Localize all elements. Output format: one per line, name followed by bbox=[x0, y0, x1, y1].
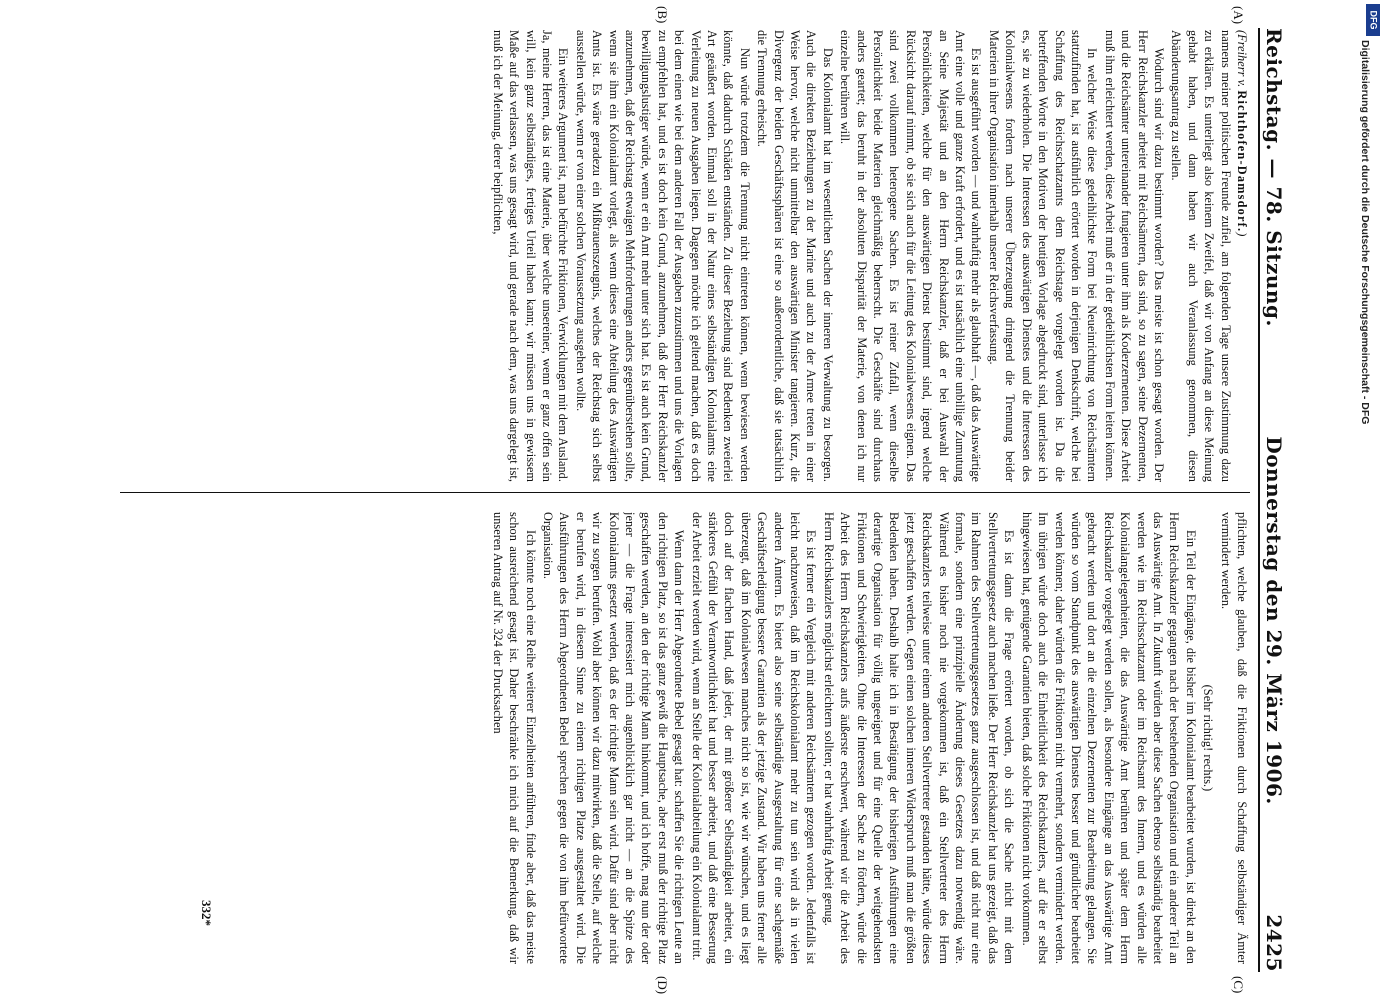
paragraph: Es ist dann die Frage erörtert worden, ob sich die Sache nicht mit dem Stellvertretungsgesetz auch machen ließe. Der Herr Reichskanzler hat uns gezeigt, daß das im Rahmen des Stellvertretungsgesetzes ganz ausgeschlossen ist, und daß nicht nur eine formale, sondern eine prinzipielle Änderung dieses Gesetzes dazu notwendig wäre. Während es bisher noch nie vorgekommen ist, daß ein Stellvertreter des Herrn Reichskanzlers teilweise unter einem anderen Stellvertreter gestanden hätte, würde dieses jetzt geschaffen werden. Gegen einen solchen inneren Widerspruch muß man die größten Bedenken haben. Deshalb halte ich in Bestätigung der bisherigen Ausführungen eine derartige Organisation für völlig ungeeignet und für eine Quelle der weitgehendsten Friktionen und Schwierigkeiten. Ohne die Interessen der Sache zu fördern, würde die Arbeit des Herrn Reichskanzlers aufs äußerste erschwert, während wir die Arbeit des Herrn Reichskanzlers möglichst erleichtern sollten; er hat wahrhaftig Arbeit genug. bbox=[821, 512, 1017, 964]
speaker-suffix: ) bbox=[1235, 232, 1249, 237]
paragraph: Ein weiteres Argument ist, man befürchte Friktionen, Verwicklungen mit dem Ausland. Ja, meine Herren, das ist eine Materie, über welche unsereiner, wenn er ganz offen sein will, kein ganz selbständiges, fertiges Urteil haben kann; wir müssen uns in gewissem Maße auf das verlassen, was uns gesagt wird, und gerade nach dem, was uns dargelegt ist, muß ich der Meinung, derer beipflichten, bbox=[490, 30, 571, 482]
right-column bbox=[120, 512, 1250, 964]
paragraph: Nun würde trotzdem die Trennung nicht eintreten können, wenn bewiesen werden könnte, daß dadurch Schäden entständen. Zu dieser Beziehung sind Bedenken zweierlei Art geäußert worden. Einmal soll in der Natur eines selbständigen Kolonialamts eine Verleitung zu neuen Ausgaben liegen. Dagegen möchte ich geltend machen, daß es doch bei dem einen wie bei dem anderen Fall der Ausgaben zuzustimmen und uns die Vorlagen zu empfehlen hat, und es ist doch kein Grund, anzunehmen, daß der Herr Reichskanzler bewilligungslustiger würde, wenn er ein Amt mehr unter sich hat. Es ist auch kein Grund, anzunehmen, daß der Reichstag etwaigen Mehrforderungen anders gegenüberstehen sollte, wenn sie ihm ein Kolonialamt vorlegt, als wenn dieses eine Abteilung des Auswärtigen Amts ist. Es wäre geradezu ein Mißtrauenszeugnis, welches der Reichstag sich selbst ausstellen würde, wenn er von einer solchen Voraussetzung ausgehen wollte. bbox=[573, 30, 752, 482]
column-divider bbox=[120, 492, 1250, 493]
rotated-page-content bbox=[30, 0, 1330, 1000]
header-date: Donnerstag den 29. März 1906. bbox=[1262, 436, 1286, 805]
page-header bbox=[1262, 28, 1302, 972]
paragraph: namens meiner politischen Freunde zufiel, am folgenden Tage unsere Zustimmung dazu zu erklären. Es unterliegt also keinem Zweifel, daß wir von Anfang an diese Meinung gehabt haben, und dann haben wir auch Veranlassung genommen, diesen Abänderungsantrag zu stellen. bbox=[1169, 30, 1233, 482]
left-column bbox=[120, 30, 1250, 482]
margin-marker-b: (B) bbox=[655, 6, 670, 24]
margin-marker-c: (C) bbox=[1231, 976, 1246, 994]
paragraph: Ich könnte noch eine Reihe weiterer Einzelheiten anführen, finde aber, daß das meiste schon ausreichend gesagt ist. Daher beschränke ich mich auf die Bemerkung, daß wir unseren Antrag auf Nr. 324 der Drucksachen bbox=[490, 512, 538, 964]
margin-marker-d: (D) bbox=[655, 976, 670, 995]
paragraph: In welcher Weise diese gedeihlichste Form bei Neueinrichtung von Reichsämtern stattzufinden hat, ist ausführlich erörtert worden in derjenigen Denkschrift, welche bei Schaffung des Reichsschatzamts dem Reichstage vorgelegt worden ist. Da die betreffenden Worte in den Motiven der heutigen Vorlage abgedruckt sind, unterlasse ich es, sie zu wiederholen. Die Interessen des auswärtigen Dienstes und die Interessen des Kolonialwesens fordern nach unserer Überzeugung dringend die Trennung beider Materien in ihrer Organisation innerhalb unserer Reichsverfassung. bbox=[986, 30, 1100, 482]
paragraph: Ein Teil der Eingänge, die bisher im Kolonialamt bearbeitet wurden, ist direkt an den Herrn Reichskanzler gegangen nach der bestehenden Organisation und ein anderer Teil an das Auswärtige Amt. In Zukunft würden aber diese Sachen ebenso selbständig bearbeitet werden wie im Reichsschatzamt oder im Reichsamt des Innern, und es würden alle Kolonialangelegenheiten, die das Auswärtige Amt berühren und später dem Herrn Reichskanzler vorgelegt werden sollen, als besondere Eingänge an das Auswärtige Amt gebracht werden und dort an die einzelnen Dezernenten zur Bearbeitung gelangen. Sie würden so vom Standpunkt des auswärtigen Dienstes besser und gründlicher bearbeitet werden können; daher würden die Friktionen nicht vermehrt, sondern vermindert werden. Im übrigen würde doch auch die Einheitlichkeit des Reichskanzlers, auf die er selbst hingewiesen hat, genügende Garantien bieten, daß solche Friktionen nicht vorkommen. bbox=[1019, 512, 1198, 964]
paragraph: Wodurch sind wir dazu bestimmt worden? Das meiste ist schon gesagt worden. Der Herr Reichskanzler arbeitet mit Reichsämtern, das sind, so zu sagen, seine Dezernenten, und die Reichsämter untereinander fungieren unter ihm als Koderzernenten. Diese Arbeit muß ihm erleichtert werden, diese Arbeit muß er in der gedeihlichsten Form leiten können. bbox=[1102, 30, 1166, 482]
signature-mark: 332* bbox=[199, 900, 214, 926]
dfg-logo-icon bbox=[1366, 4, 1380, 36]
paragraph: pflichten, welche glauben, daß die Friktionen durch Schaffung selbständiger Ämter vermindert werden. bbox=[1218, 512, 1249, 964]
paragraph: Das Kolonialamt hat im wesentlichen Sachen der inneren Verwaltung zu besorgen. Auch die direkten Beziehungen zu der Marine und auch zu der Armee treten in einer Weise hervor, welche nicht unmittelbar den auswärtigen Minister tangieren. Kurz, die Divergenz der beiden Geschäftssphären ist eine so außerordentliche, daß sie tatsächlich die Trennung erheischt. bbox=[755, 30, 835, 482]
speaker-prefix: (Freiherr v. bbox=[1235, 30, 1249, 88]
paragraph: Es ist ausgeführt worden — und wahrhaftig mehr als glaubhaft —, daß das Auswärtige Amt eine volle und ganze Kraft erfordert, und es ist tatsächlich eine unbillige Zumutung an Seine Majestät und an den Herrn Reichskanzler, daß er bei Auswahl der Persönlichkeiten, welche für den auswärtigen Dienst bestimmt sind, irgend welche Rücksicht darauf nimmt, ob sie sich auch für die Leitung des Kolonialwesens eignen. Das sind zwei vollkommen heterogene Sachen. Es ist reiner Zufall, wenn dieselbe Persönlichkeit beide Materien gleichmäßig beherrscht. Die Geschäfte sind durchaus anders geartet; das beruht in der absoluten Disparität der Materie, von denen ich nur einzelne berühren will. bbox=[838, 30, 984, 482]
digitisation-notice-text: Digitalisierung gefördert durch die Deutsche Forschungsgemeinschaft - DFG bbox=[1359, 40, 1371, 425]
interjection: (Sehr richtig! rechts.) bbox=[1201, 684, 1216, 792]
paragraph: Es ist ferner ein Vergleich mit anderen Reichsämtern gezogen worden. Jedenfalls ist leicht nachzuweisen, daß im Reichskolonialamt mehr zu tun sein wird als in vielen anderen Ämtern. Es bietet also seine selbständige Ausgestaltung für eine sachgemäße Geschäftserledigung bessere Garantien als der jetzige Zustand. Wir haben uns ferner alle überzeugt, daß im Kolonialwesen manches nicht so ist, wie wir wünschen, und es liegt doch auf der flachen Hand, daß jeder, der mit größerer Selbständigkeit arbeitet, ein stärkeres Gefühl der Verantwortlichkeit hat und besser arbeitet, und daß eine Besserung der Arbeit erzielt werden wird, wenn an Stelle der Kolonialabteilung ein Kolonialamt tritt. bbox=[689, 512, 819, 964]
header-rule bbox=[1258, 28, 1260, 972]
paragraph: Wenn dann der Herr Abgeordnete Bebel gesagt hat: schaffen Sie die richtigen Leute an den richtigen Platz, so ist das ganz gewiß die Hauptsache, aber erst muß der richtige Platz geschaffen werden, an den der richtige Mann hinkommt, und ich hoffe, mag nun der oder jener — die Frage interessiert mich augenblicklich gar nicht — an die Spitze des Kolonialamts gesetzt werden, daß es der richtige Mann sein wird. Dafür sind aber nicht wir zu sorgen berufen. Wohl aber können wir dazu mitwirken, daß die Stelle, auf welche er berufen wird, in diesem Sinne zu einem richtigen Platze ausgestaltet wird. Die Ausführungen des Herrn Abgeordneten Bebel sprechen gegen die von ihm befürwortete Organisation. bbox=[540, 512, 687, 964]
speaker-name: Richthofen-Damsdorf. bbox=[1235, 90, 1249, 233]
header-left: Reichstag. — 78. Sitzung. bbox=[1262, 28, 1286, 327]
digitisation-notice bbox=[1352, 0, 1378, 1000]
margin-marker-a: (A) bbox=[1231, 6, 1246, 25]
page-number: 2425 bbox=[1262, 914, 1286, 972]
speaker-heading bbox=[1234, 30, 1250, 482]
dfg-logo-text: DFG bbox=[1368, 10, 1378, 30]
